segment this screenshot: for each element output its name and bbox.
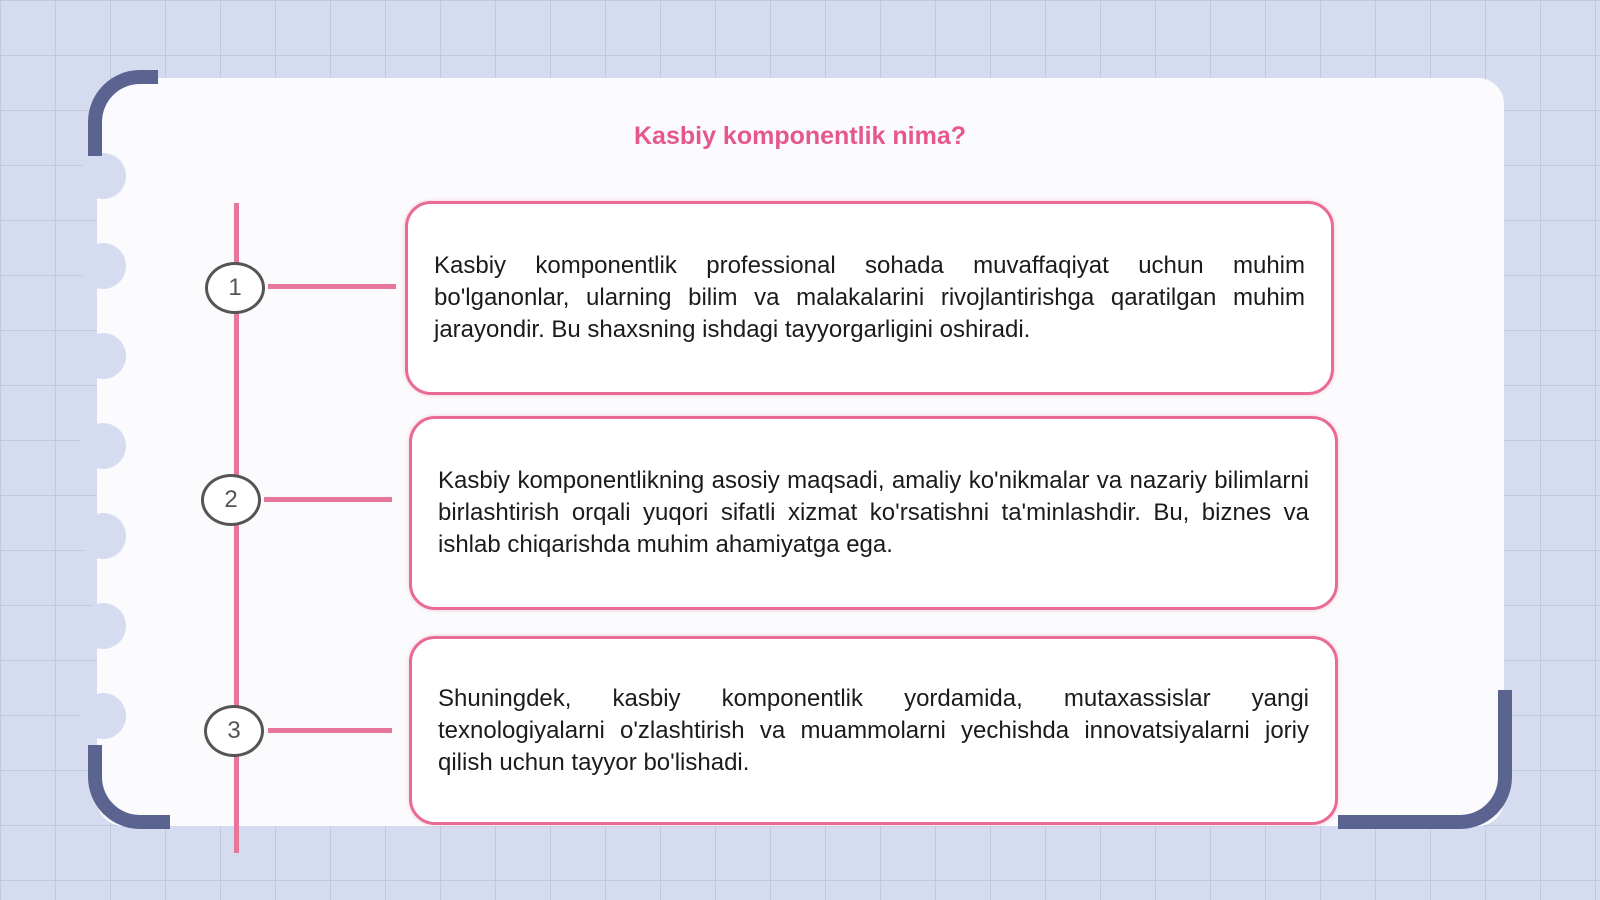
slide-title: Kasbiy komponentlik nima? — [633, 122, 966, 150]
scallop-decoration — [80, 423, 126, 469]
scallop-decoration — [80, 693, 126, 739]
corner-bracket-bottom-left — [88, 745, 170, 829]
timeline-connector — [264, 497, 392, 502]
scallop-decoration — [80, 333, 126, 379]
content-text-1: Kasbiy komponentlik professional sohada muvaffaqiyat uchun muhim bo'lganonlar, ularning bilim va malakalarini rivojlantirishga qaratilgan muhim jarayondir. Bu shaxsning ishdagi tayyorgarligini oshiradi. — [434, 252, 1305, 343]
scallop-decoration — [80, 243, 126, 289]
step-number-3: 3 — [204, 705, 264, 757]
step-number-1: 1 — [205, 262, 265, 314]
timeline-connector — [268, 284, 396, 289]
content-box-1 — [405, 201, 1334, 395]
scallop-decoration — [80, 603, 126, 649]
scallop-decoration — [80, 153, 126, 199]
corner-bracket-bottom-right — [1338, 690, 1512, 829]
scallop-decoration — [80, 513, 126, 559]
content-box-3 — [409, 636, 1338, 825]
content-text-3: Shuningdek, kasbiy komponentlik yordamida, mutaxassislar yangi texnologiyalarni o'zlashtirish va muammolarni yechishda innovatsiyalarni joriy qilish uchun tayyor bo'lishadi. — [438, 684, 1309, 776]
timeline-connector — [268, 728, 392, 733]
content-text-2: Kasbiy komponentlikning asosiy maqsadi, amaliy ko'nikmalar va nazariy bilimlarni birlashtirish orqali yuqori sifatli xizmat ko'rsatishni ta'minlashdir. Bu, biznes va ishlab chiqarishda muhim ahamiyatga ega. — [438, 467, 1309, 558]
step-number-2: 2 — [201, 474, 261, 526]
content-box-2 — [409, 416, 1338, 610]
